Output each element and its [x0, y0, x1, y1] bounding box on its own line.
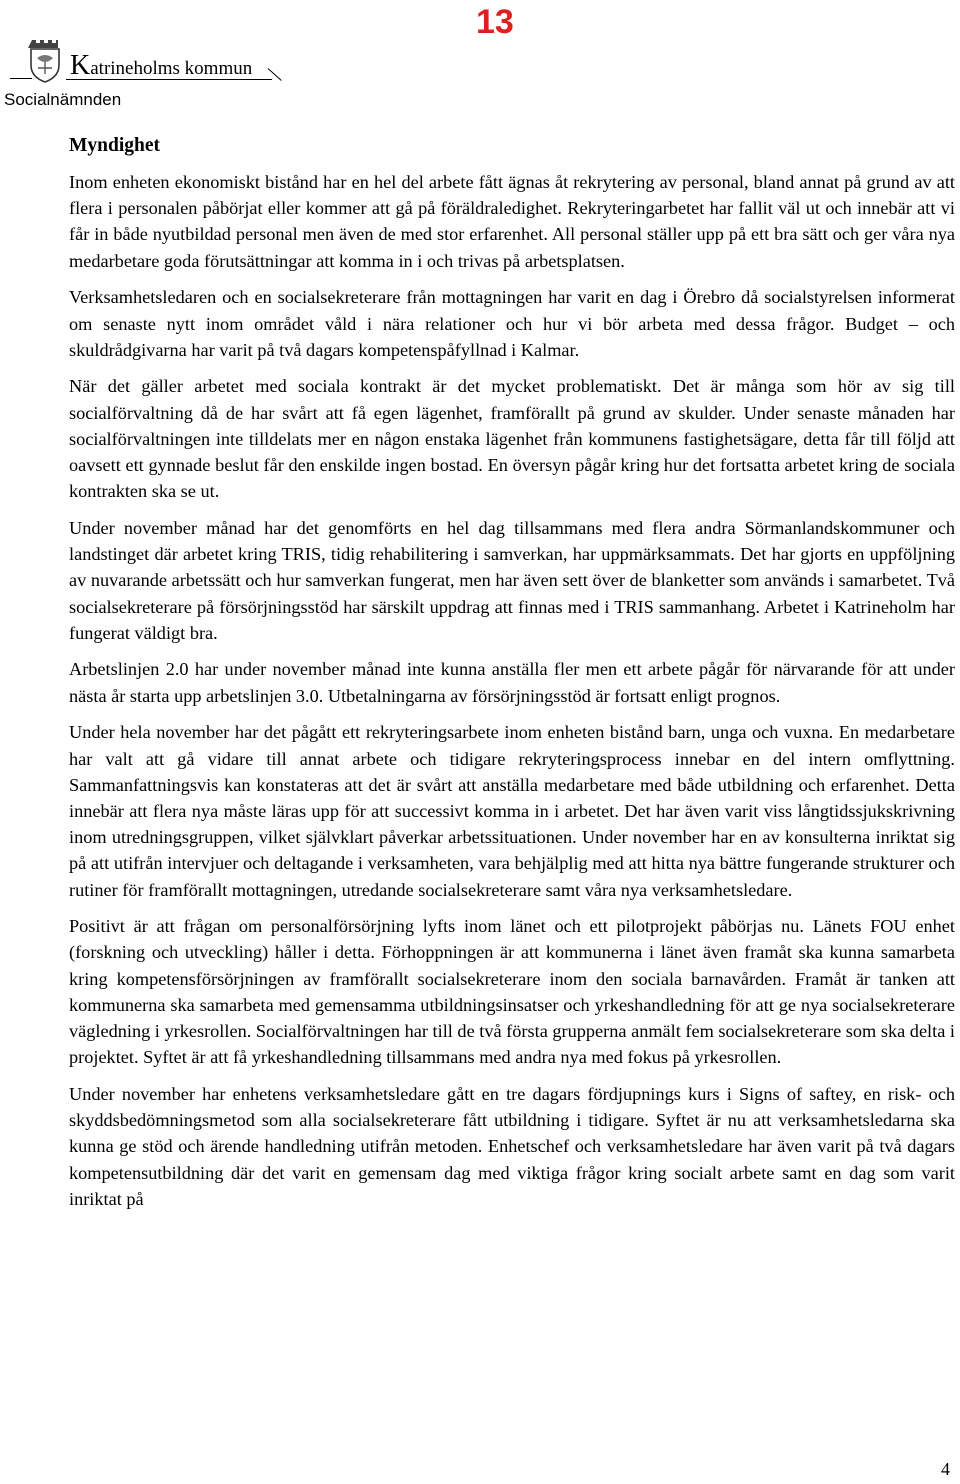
- organization-name-rest: atrineholms kommun: [90, 58, 253, 79]
- attachment-number: 13: [476, 3, 514, 41]
- logo-underline: [66, 79, 272, 80]
- paragraph-social-contracts: När det gäller arbetet med sociala kontrakt är det mycket problematiskt. Det är många som hör av sig till socialförvaltning då de har svårt att få egen lägenhet, framförallt på grund av skulder. Under senaste månaden har socialförvaltningen inte tilldelats mer en någon enstaka lägenhet från kommunens fastighetsägare, detta får till följd att oavsett ett gynnade beslut får den enskilde ingen bostad. En översyn pågår kring hur det fortsatta arbetet kring de sociala kontrakten ska se ut.: [69, 376, 955, 502]
- paragraph-signs-of-safety: Under november har enhetens verksamhetsledare gått en tre dagars fördjupnings kurs i Signs of saftey, en risk- och skyddsbedömningsmetod som alla socialsekreterare fått utbildning i tidigare. Syftet är nu att verksamhetsledarna ska kunna ge stöd och ärende handledning utifrån metoden. Enhetschef och verksamhetsledare har även varit på två dagars kompetensutbildning där det varit en gemensam dag med viktiga frågor kring socialt arbete samt en dag som varit inriktat på: [69, 1084, 955, 1209]
- page-number: 4: [941, 1459, 950, 1479]
- paragraph-staff-supply: Positivt är att frågan om personalförsörjning lyfts inom länet och ett pilotprojekt påbörjas nu. Länets FOU enhet (forskning och utveckling) håller i detta. Förhoppningen är att kommunerna i länet även framåt ska kunna samarbeta kring kompetensförsörjningen av framförallt socialsekreterare inom den sociala barnavården. Framåt är tanken att kommunerna ska samarbeta med gemensamma utbildningsinsatser och yrkeshandledning för att ge nya socialsekreterare vägledning i yrkesrollen. Socialförvaltningen har till de två första grupperna anmält fem socialsekreterare som ska delta i projektet. Syftet är att få yrkeshandledning tillsammans med andra nya med fokus på yrkesrollen.: [69, 916, 955, 1068]
- municipal-crest-icon: [28, 38, 62, 84]
- paragraph-children-unit: Under hela november har det pågått ett rekryteringsarbete inom enheten bistånd barn, unga och vuxna. En medarbetare har valt att gå vidare till annat arbete och tidigare rekryteringsprocess innebar en del intern omflyttning. Sammanfattningsvis kan konstateras att det är svårt att anställa medarbetare med både utbildning och erfarenhet. Detta innebär att flera nya måste läras upp för att successivt komma in i arbetet. Det har även varit viss långtidssjukskrivning inom utredningsgruppen, vilket självklart påverkar arbetssituationen. Under november har en av konsulterna inriktat sig på att utifrån intervjuer och deltagande i verksamheten, vara behjälplig med att hitta nya bättre fungerande strukturer och rutiner för framförallt mottagningen, utredande socialsekreterare samt våra nya verksamhetsledare.: [69, 722, 955, 900]
- document-body: [69, 133, 955, 1223]
- paragraph-training: Verksamhetsledaren och en socialsekreterare från mottagningen har varit en dag i Örebro då socialstyrelsen informerat om senaste nytt inom området våld i nära relationer och hur vi bör arbeta med dessa frågor. Budget – och skuldrådgivarna har varit på två dagars kompetenspåfyllnad i Kalmar.: [69, 287, 955, 360]
- section-heading: Myndighet: [69, 135, 161, 156]
- page-header: [0, 0, 960, 120]
- paragraph-recruitment: Inom enheten ekonomiskt bistånd har en hel del arbete fått ägnas åt rekrytering av personal, bland annat på grund av att flera i personalen påbörjat eller kommer att gå på föräldraledighet. Rekryteringarbetet har fallit väl ut och innebär att vi får in både nyutbildad personal men även de med stor erfarenhet. All personal ställer upp på ett bra sätt och ger våra nya medarbetare goda förutsättningar att komma in i och trivas på arbetsplatsen.: [69, 172, 955, 271]
- logo-rule-left: [10, 78, 32, 79]
- organization-initial: K: [70, 50, 91, 81]
- paragraph-arbetslinjen: Arbetslinjen 2.0 har under november månad inte kunna anställa fler men ett arbete pågår för närvarande för att under nästa år starta upp arbetslinjen 3.0. Utbetalningarna av försörjningsstöd är fortsatt enligt prognos.: [69, 659, 955, 706]
- paragraph-tris: Under november månad har det genomförts en hel dag tillsammans med flera andra Sörmanlandskommuner och landstinget där arbetet kring TRIS, tidig rehabilitering i samverkan, har uppmärksammats. Det har gjorts en uppföljning av nuvarande arbetssätt och hur samverkan fungerat, men har även sett över de blanketter som används i samarbetet. Två socialsekreterare på försörjningsstöd har särskilt uppdrag att finnas med i TRIS sammanhang. Arbetet i Katrineholm har fungerat väldigt bra.: [69, 517, 955, 643]
- organization-name: [70, 50, 253, 81]
- unit-name: Socialnämnden: [4, 90, 122, 109]
